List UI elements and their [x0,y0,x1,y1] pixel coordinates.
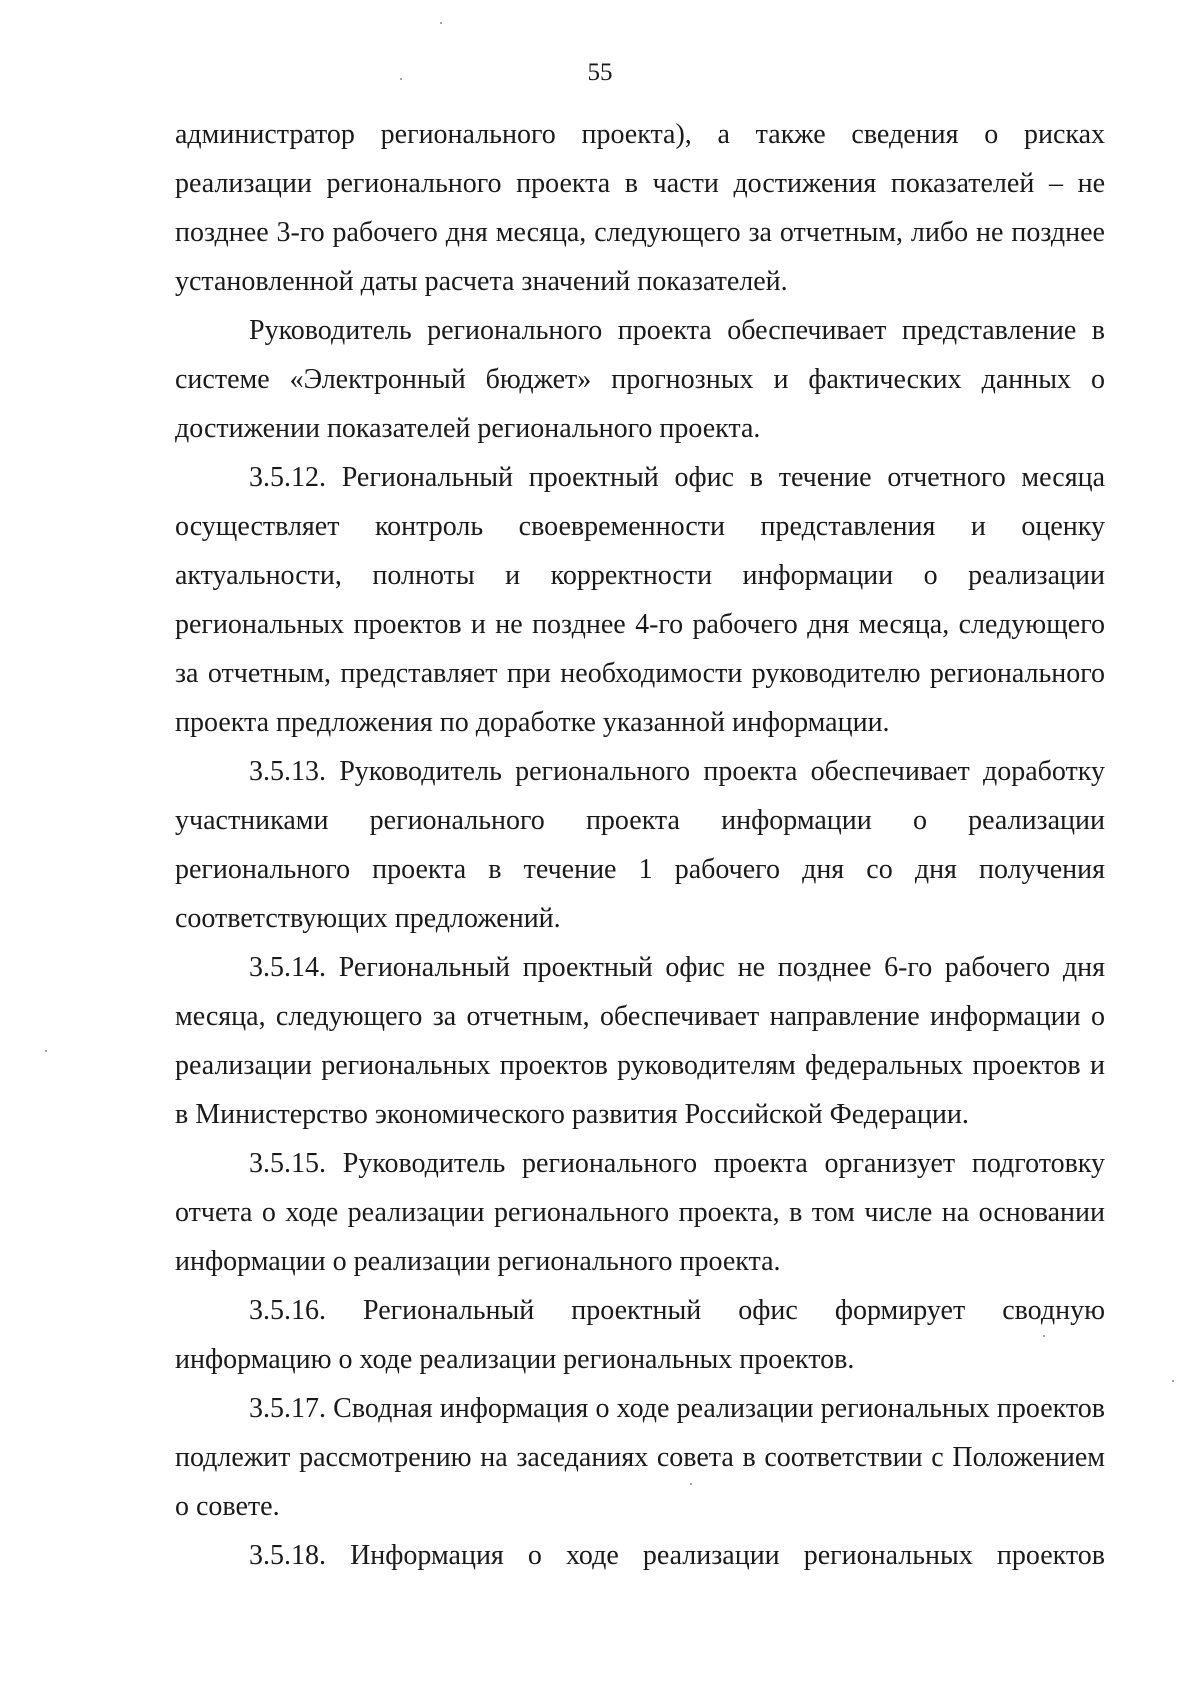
paragraph-3-5-12: 3.5.12. Региональный проектный офис в течение отчетного месяца осуществляет контроль своевременности представления и оценку актуальности, полноты и корректности информации о реализации региональных проектов и не позднее 4-го рабочего дня месяца, следующего за отчетным, представляет при необходимости руководителю регионального проекта предложения по доработке указанной информации. [175,462,1105,738]
paragraph-3-5-13: 3.5.13. Руководитель регионального проекта обеспечивает доработку участниками регионального проекта информации о реализации регионального проекта в течение 1 рабочего дня со дня получения соответствующих предложений. [175,756,1105,934]
paragraph-3-5-15: 3.5.15. Руководитель регионального проекта организует подготовку отчета о ходе реализации регионального проекта, в том числе на основании информации о реализации регионального проекта. [175,1148,1105,1277]
scan-speck [45,1050,47,1052]
scan-speck [1043,1335,1045,1337]
scan-speck [690,1483,692,1485]
paragraph-continuation: администратор регионального проекта), а также сведения о рисках реализации регионального проекта в части достижения показателей – не позднее 3-го рабочего дня месяца, следующего за отчетным, либо не позднее установленной даты расчета значений показателей. [175,119,1105,297]
scan-speck [1172,1380,1174,1382]
paragraph-3-5-17: 3.5.17. Сводная информация о ходе реализации региональных проектов подлежит рассмотрению на заседаниях совета в соответствии с Положением о совете. [175,1393,1105,1522]
paragraph-3-5-18: 3.5.18. Информация о ходе реализации региональных проектов [249,1540,1105,1571]
body-text [175,110,1105,1580]
page-number: 55 [587,59,613,86]
paragraph-3-5-16: 3.5.16. Региональный проектный офис формирует сводную информацию о ходе реализации региональных проектов. [175,1295,1105,1375]
paragraph-3-5-14: 3.5.14. Региональный проектный офис не позднее 6-го рабочего дня месяца, следующего за отчетным, обеспечивает направление информации о реализации региональных проектов руководителям федеральных проектов и в Министерство экономического развития Российской Федерации. [175,952,1105,1130]
scan-speck [400,78,402,80]
paragraph-project-manager-reporting: Руководитель регионального проекта обеспечивает представление в системе «Электронный бюджет» прогнозных и фактических данных о достижении показателей регионального проекта. [175,315,1105,444]
scan-speck [440,22,442,24]
